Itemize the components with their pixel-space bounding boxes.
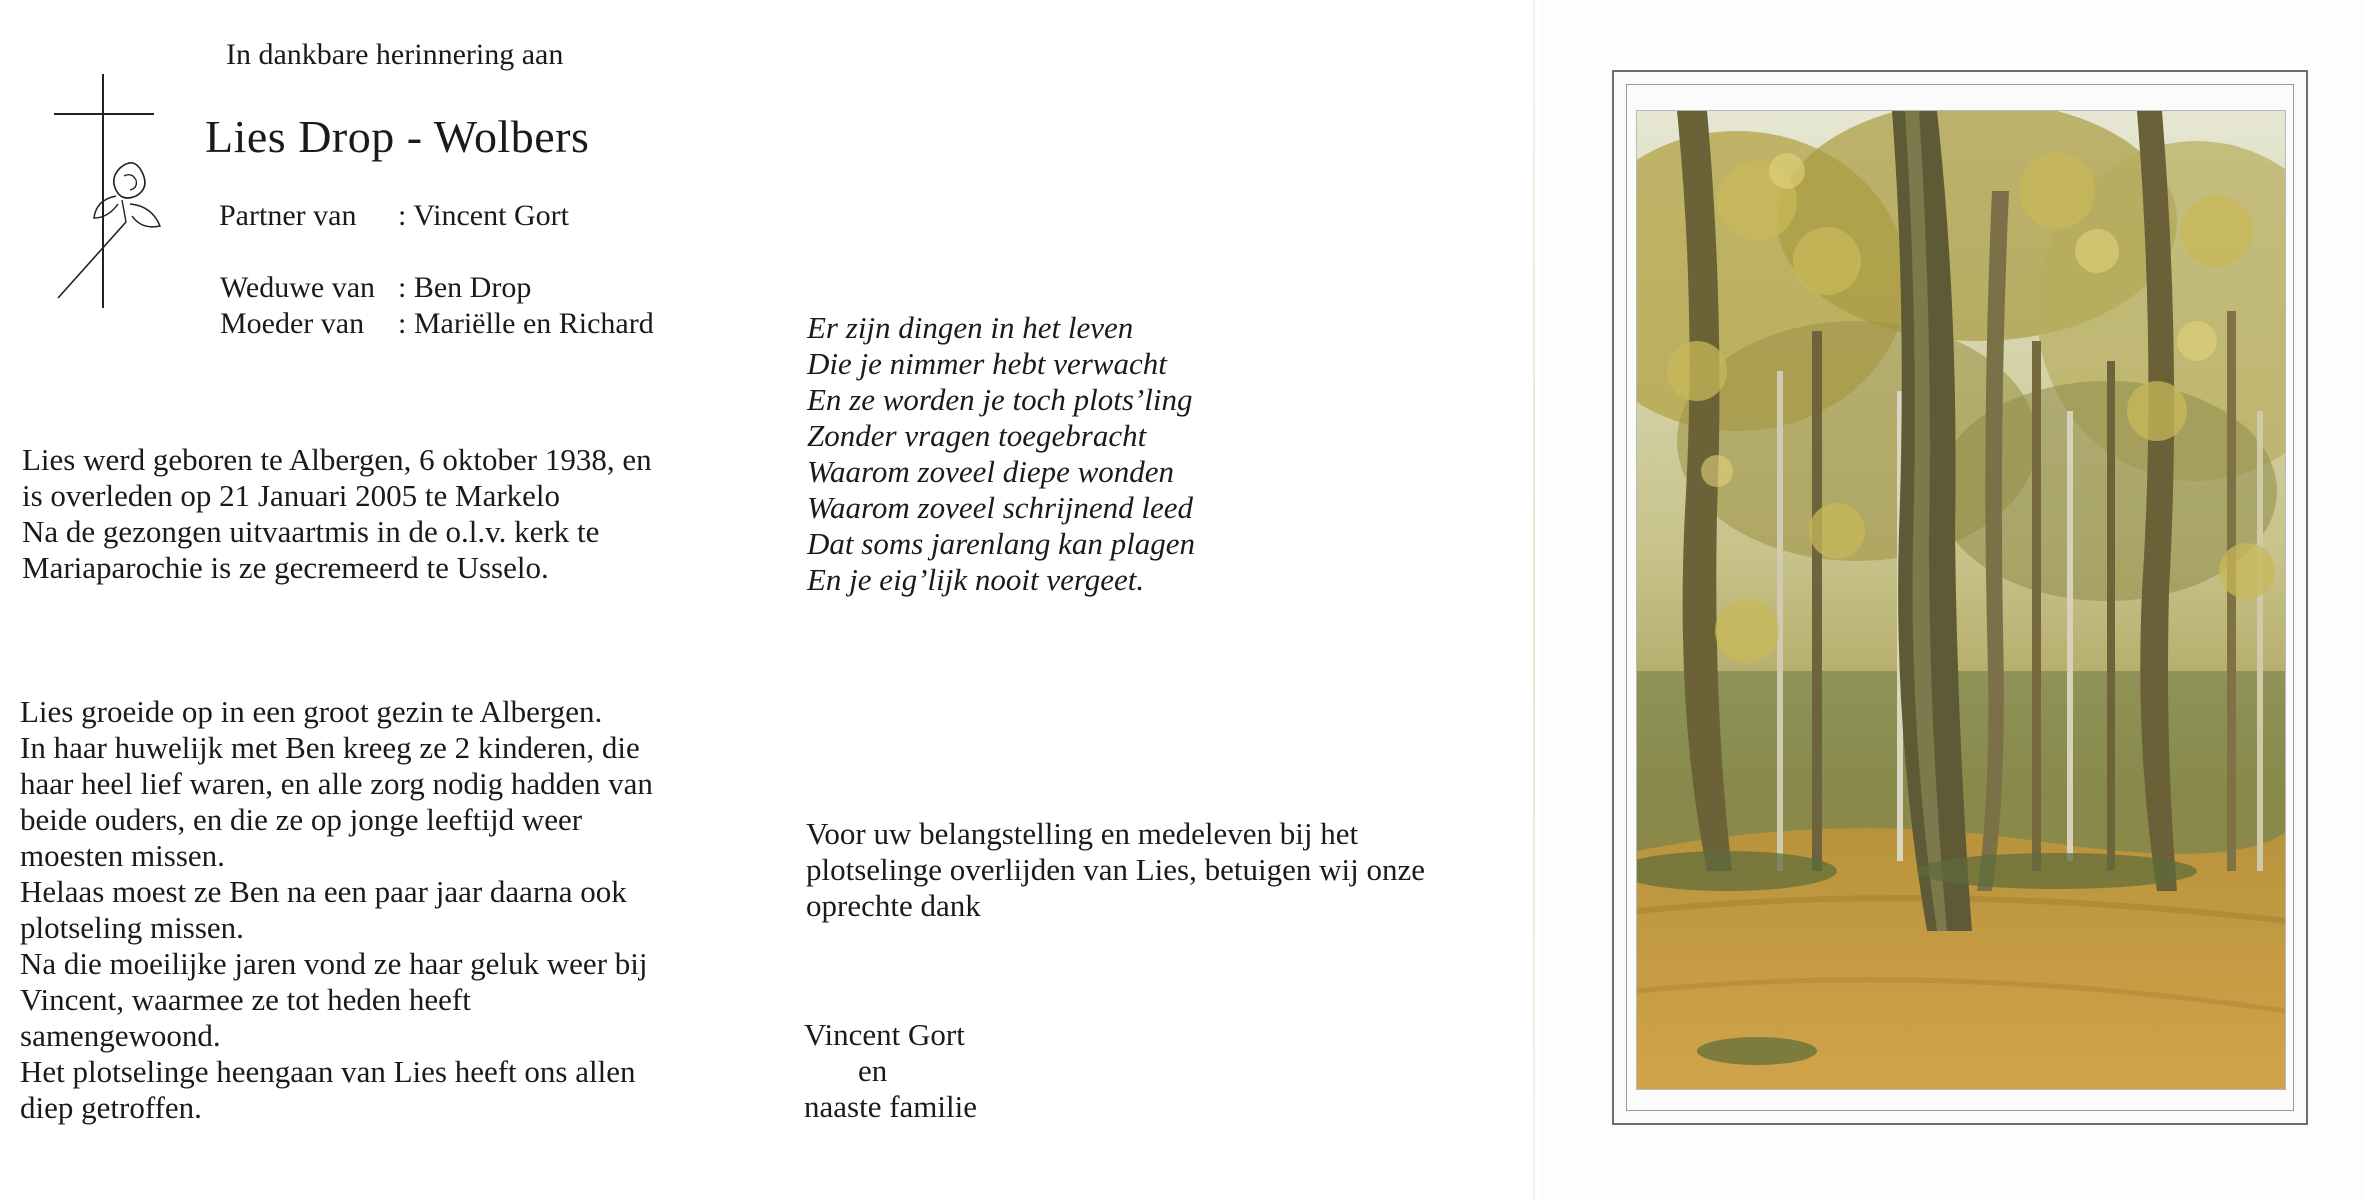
thanks-paragraph — [806, 816, 1486, 936]
text-line: Helaas moest ze Ben na een paar jaar daarna ook — [20, 874, 627, 909]
poem — [807, 310, 1407, 610]
text-line: Lies groeide op in een groot gezin te Albergen. — [20, 694, 603, 729]
text-line: Na die moeilijke jaren vond ze haar geluk weer bij — [20, 946, 648, 981]
signature-line: naaste familie — [804, 1089, 977, 1124]
poem-line: Waarom zoveel schrijnend leed — [807, 490, 1193, 525]
birth-death-paragraph — [22, 442, 682, 592]
signature-line: en — [858, 1053, 888, 1088]
text-line: diep getroffen. — [20, 1090, 202, 1125]
intro-text: In dankbare herinnering aan — [226, 38, 564, 71]
text-line: Het plotselinge heengaan van Lies heeft ons allen — [20, 1054, 636, 1089]
poem-line: Die je nimmer hebt verwacht — [807, 346, 1167, 381]
text-line: plotselinge overlijden van Lies, betuigen wij onze — [806, 852, 1425, 887]
text-line: samengewoond. — [20, 1018, 221, 1053]
text-line: beide ouders, en die ze op jonge leeftijd weer — [20, 802, 583, 837]
text-line: oprechte dank — [806, 888, 981, 923]
relation-value-mother: : Mariëlle en Richard — [398, 307, 654, 340]
poem-line: Waarom zoveel diepe wonden — [807, 454, 1175, 489]
text-line: Vincent, waarmee ze tot heden heeft — [20, 982, 471, 1017]
signature — [804, 1017, 1104, 1137]
card-fold — [1533, 0, 1535, 1200]
relation-value-widow: : Ben Drop — [398, 271, 532, 304]
relation-label-mother: Moeder van — [220, 307, 365, 340]
poem-line: Zonder vragen toegebracht — [807, 418, 1147, 453]
signature-line: Vincent Gort — [804, 1017, 965, 1052]
text-line: moesten missen. — [20, 838, 225, 873]
life-paragraph — [20, 694, 680, 1134]
text-line: Voor uw belangstelling en medeleven bij het — [806, 816, 1359, 851]
text-line: Lies werd geboren te Albergen, 6 oktober 1938, en — [22, 442, 652, 477]
text-line: plotseling missen. — [20, 910, 244, 945]
relation-label-widow: Weduwe van — [220, 271, 376, 304]
poem-line: En je eig’lijk nooit vergeet. — [807, 562, 1145, 597]
poem-line: Dat soms jarenlang kan plagen — [807, 526, 1196, 561]
forest-photo — [1636, 110, 2286, 1090]
text-line: Mariaparochie is ze gecremeerd te Usselo. — [22, 550, 549, 585]
relation-value-partner: : Vincent Gort — [398, 199, 569, 232]
relation-label-partner: Partner van — [219, 199, 357, 232]
poem-line: En ze worden je toch plots’ling — [807, 382, 1193, 417]
cross-with-rose-icon — [50, 72, 170, 312]
text-line: In haar huwelijk met Ben kreeg ze 2 kinderen, die — [20, 730, 640, 765]
text-line: is overleden op 21 Januari 2005 te Markelo — [22, 478, 561, 513]
text-line: Na de gezongen uitvaartmis in de o.l.v. kerk te — [22, 514, 600, 549]
poem-line: Er zijn dingen in het leven — [807, 310, 1134, 345]
deceased-name: Lies Drop - Wolbers — [205, 111, 590, 162]
text-line: haar heel lief waren, en alle zorg nodig hadden van — [20, 766, 653, 801]
